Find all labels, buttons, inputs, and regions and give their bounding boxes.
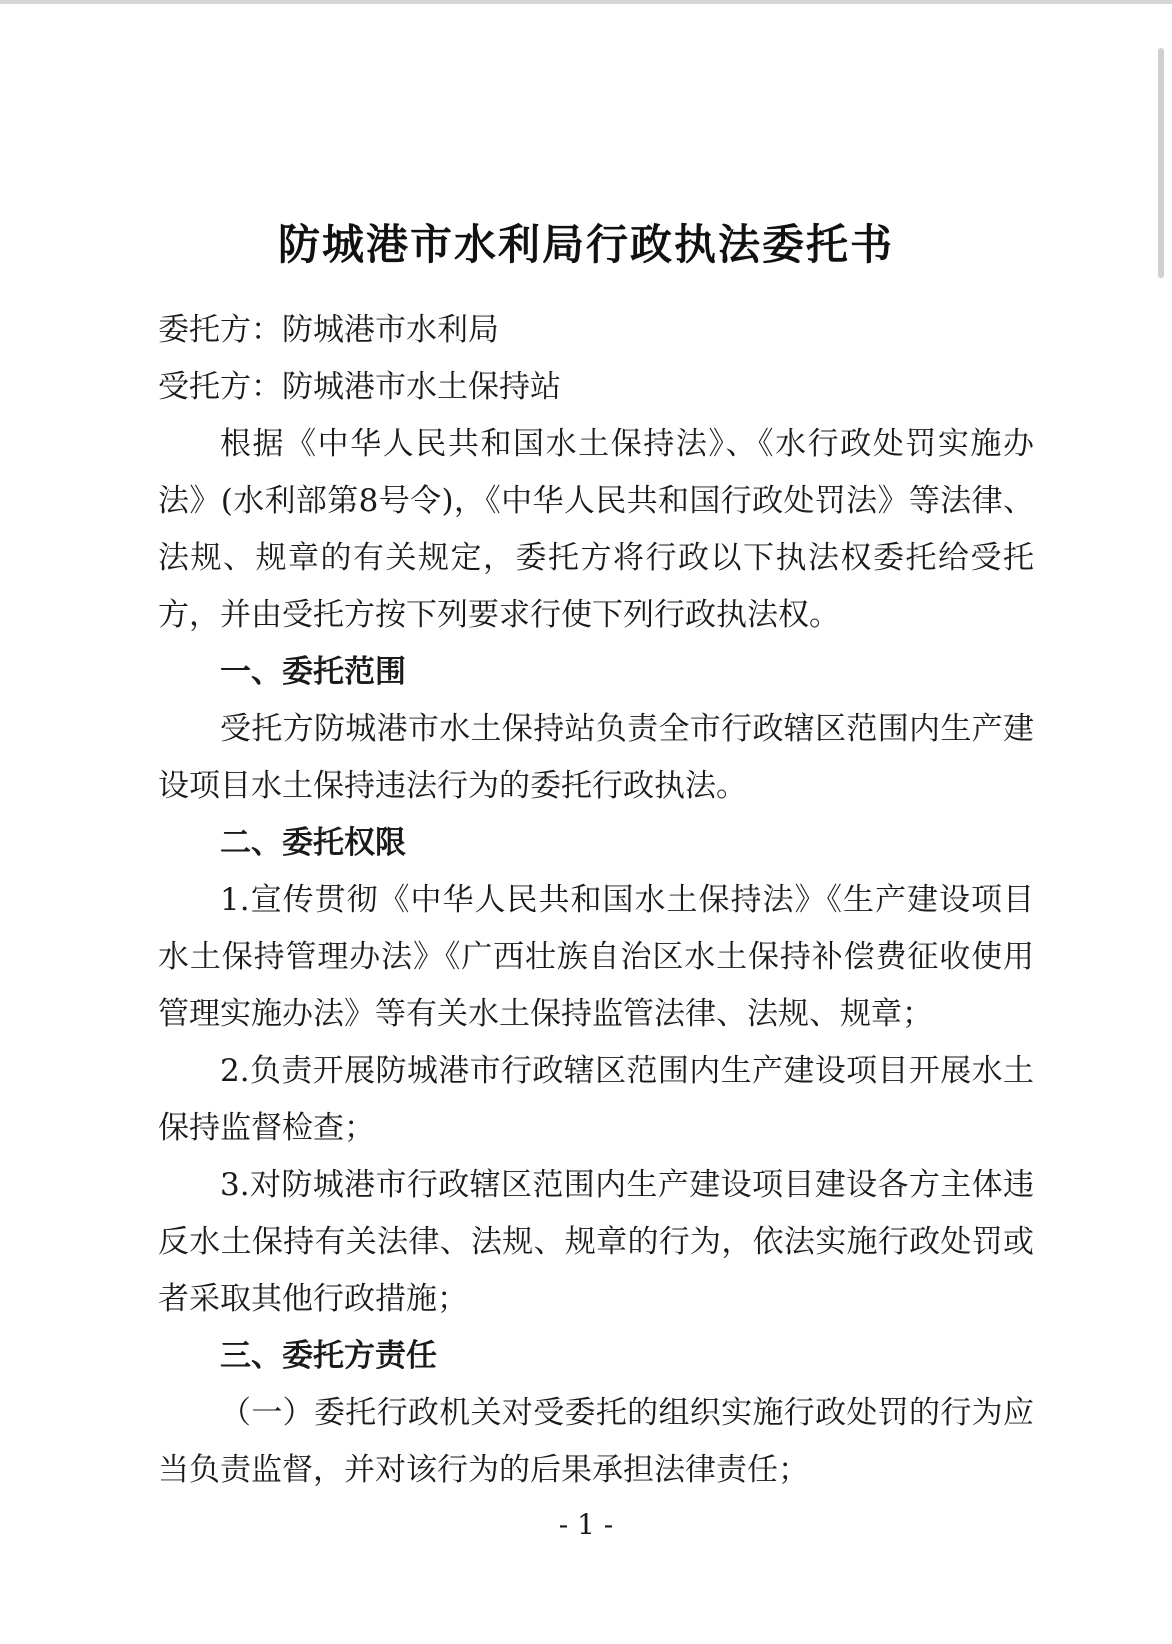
document-body	[158, 302, 1034, 1499]
authority-item-3: 3.对防城港市行政辖区范围内生产建设项目建设各方主体违反水土保持有关法律、法规、规章的行为，依法实施行政处罚或者采取其他行政措施；	[158, 1167, 1034, 1317]
scope-paragraph: 受托方防城港市水土保持站负责全市行政辖区范围内生产建设项目水土保持违法行为的委托行政执法。	[158, 711, 1034, 804]
section-heading-responsibility: 三、委托方责任	[220, 1338, 437, 1374]
section-heading-scope: 一、委托范围	[220, 654, 406, 690]
agent-line: 受托方：防城港市水土保持站	[158, 369, 561, 405]
principal-line: 委托方：防城港市水利局	[158, 312, 499, 348]
section-heading-authority: 二、委托权限	[220, 825, 406, 861]
authority-item-2: 2.负责开展防城港市行政辖区范围内生产建设项目开展水土保持监督检查；	[158, 1053, 1034, 1146]
document-title: 防城港市水利局行政执法委托书	[277, 220, 894, 269]
authority-item-1: 1.宣传贯彻《中华人民共和国水土保持法》《生产建设项目水土保持管理办法》《广西壮族自治区水土保持补偿费征收使用管理实施办法》等有关水土保持监管法律、法规、规章；	[158, 882, 1034, 1032]
page-number: - 1 -	[558, 1508, 614, 1541]
intro-paragraph: 根据《中华人民共和国水土保持法》、《水行政处罚实施办法》(水利部第8号令)，《中华人民共和国行政处罚法》等法律、法规、规章的有关规定，委托方将行政以下执法权委托给受托方，并由受托方按下列要求行使下列行政执法权。	[158, 426, 1034, 633]
responsibility-item-1: （一）委托行政机关对受委托的组织实施行政处罚的行为应当负责监督，并对该行为的后果承担法律责任；	[158, 1395, 1034, 1488]
